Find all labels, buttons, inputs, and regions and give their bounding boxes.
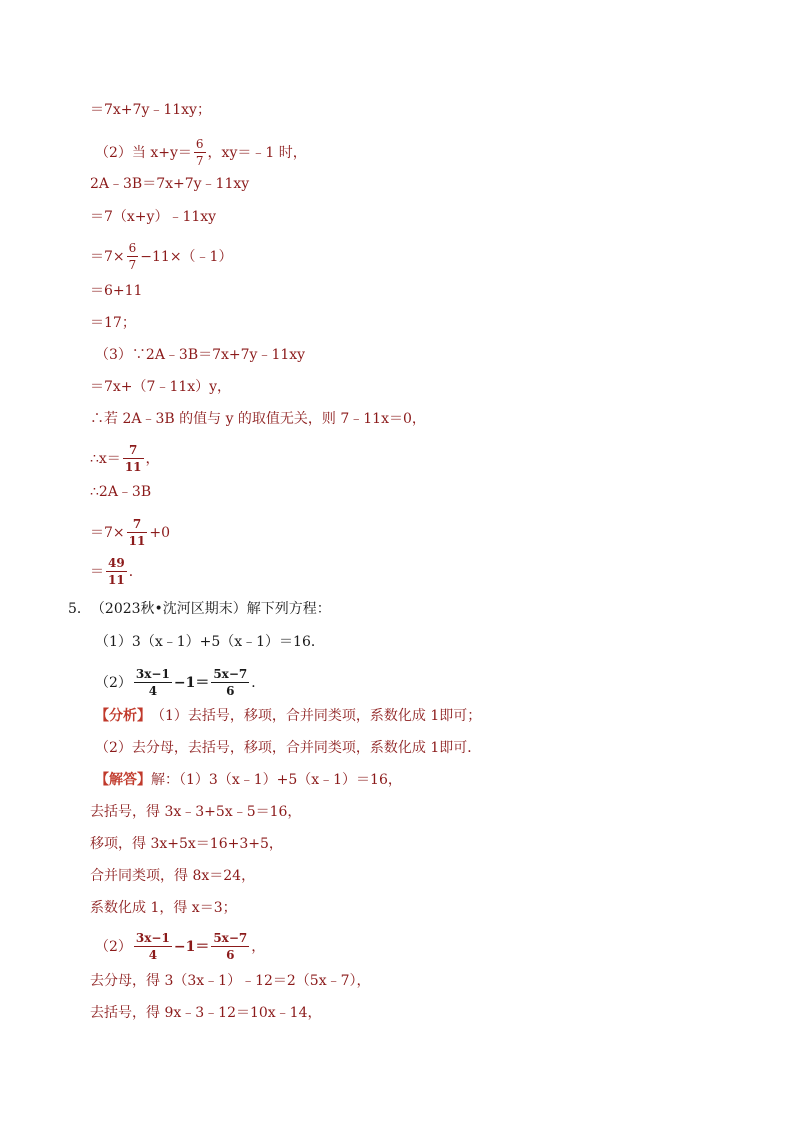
fraction-6-7: $\frac{6}{7}$ bbox=[195, 137, 204, 168]
solution-line-14: ＝ $\frac{49}{11}$ ． bbox=[90, 556, 143, 587]
solution-line-13: ＝7× $\frac{7}{11}$ +0 bbox=[90, 517, 170, 548]
fraction-7-11: $\frac{7}{11}$ bbox=[128, 517, 146, 548]
fraction-5x-7-over-6: $\frac{5x-7}{6}$ bbox=[213, 931, 248, 962]
solution-line-3: 2A﹣3B＝7x+7y﹣11xy bbox=[90, 176, 250, 192]
answer-tag: 【解答】 bbox=[95, 772, 151, 788]
fraction-49-11: $\frac{49}{11}$ bbox=[108, 556, 125, 587]
answer-line-8: 去括号，得 9x﹣3﹣12＝10x﹣14， bbox=[90, 1005, 322, 1021]
solution-line-6: ＝6+11 bbox=[90, 283, 143, 299]
solution-line-9: ＝7x+（7﹣11x）y， bbox=[90, 379, 232, 395]
problem-number: 5． bbox=[68, 601, 91, 617]
fraction-3x-1-over-4: $\frac{3x-1}{4}$ bbox=[135, 667, 170, 698]
answer-line-5: 系数化成 1，得 x＝3； bbox=[90, 900, 237, 916]
solution-line-4: ＝7（x+y）﹣11xy bbox=[90, 209, 217, 225]
solution-line-5: ＝7× $\frac{6}{7}$ −11×（﹣1） bbox=[90, 241, 233, 272]
problem-source: （2023秋•沈河区期末）解下列方程： bbox=[90, 601, 331, 617]
answer-line-6: （2） $\frac{3x-1}{4}$ −1＝ $\frac{5x-7}{6}$ ， bbox=[95, 931, 266, 962]
answer-line-3: 移项，得 3x+5x＝16+3+5， bbox=[90, 836, 283, 852]
solution-line-12: ∴2A﹣3B bbox=[90, 484, 152, 500]
analysis-tag: 【分析】 bbox=[95, 708, 151, 724]
fraction-3x-1-over-4: $\frac{3x-1}{4}$ bbox=[135, 931, 170, 962]
solution-line-10: ∴若 2A﹣3B 的值与 y 的取值无关，则 7﹣11x＝0， bbox=[90, 411, 426, 427]
solution-line-8: （3）∵2A﹣3B＝7x+7y﹣11xy bbox=[95, 347, 306, 363]
answer-line-4: 合并同类项，得 8x＝24， bbox=[90, 868, 256, 884]
solution-line-7: ＝17； bbox=[90, 315, 136, 331]
question-1: （1）3（x﹣1）+5（x﹣1）＝16． bbox=[95, 634, 325, 650]
answer-line-2: 去括号，得 3x﹣3+5x﹣5＝16， bbox=[90, 804, 302, 820]
answer-line-1: 【解答】 解：（1）3（x﹣1）+5（x﹣1）＝16， bbox=[95, 772, 402, 788]
solution-line-11: ∴x＝ $\frac{7}{11}$ ， bbox=[90, 443, 160, 474]
problem-heading bbox=[68, 599, 331, 619]
fraction-7-11: $\frac{7}{11}$ bbox=[124, 443, 142, 474]
solution-line-1: ＝7x+7y﹣11xy； bbox=[90, 102, 211, 118]
analysis-line-2: （2）去分母，去括号，移项，合并同类项，系数化成 1即可． bbox=[95, 740, 482, 756]
fraction-5x-7-over-6: $\frac{5x-7}{6}$ bbox=[213, 667, 248, 698]
answer-line-7: 去分母，得 3（3x﹣1）﹣12＝2（5x﹣7）， bbox=[90, 973, 371, 989]
analysis-line-1: 【分析】 （1）去括号，移项，合并同类项，系数化成 1即可； bbox=[95, 708, 482, 724]
question-2: （2） $\frac{3x-1}{4}$ −1＝ $\frac{5x-7}{6}$ ． bbox=[95, 667, 266, 698]
fraction-6-7: $\frac{6}{7}$ bbox=[128, 241, 137, 272]
solution-line-2: （2）当 x+y＝ $\frac{6}{7}$ ，xy＝﹣1 时， bbox=[95, 137, 307, 168]
